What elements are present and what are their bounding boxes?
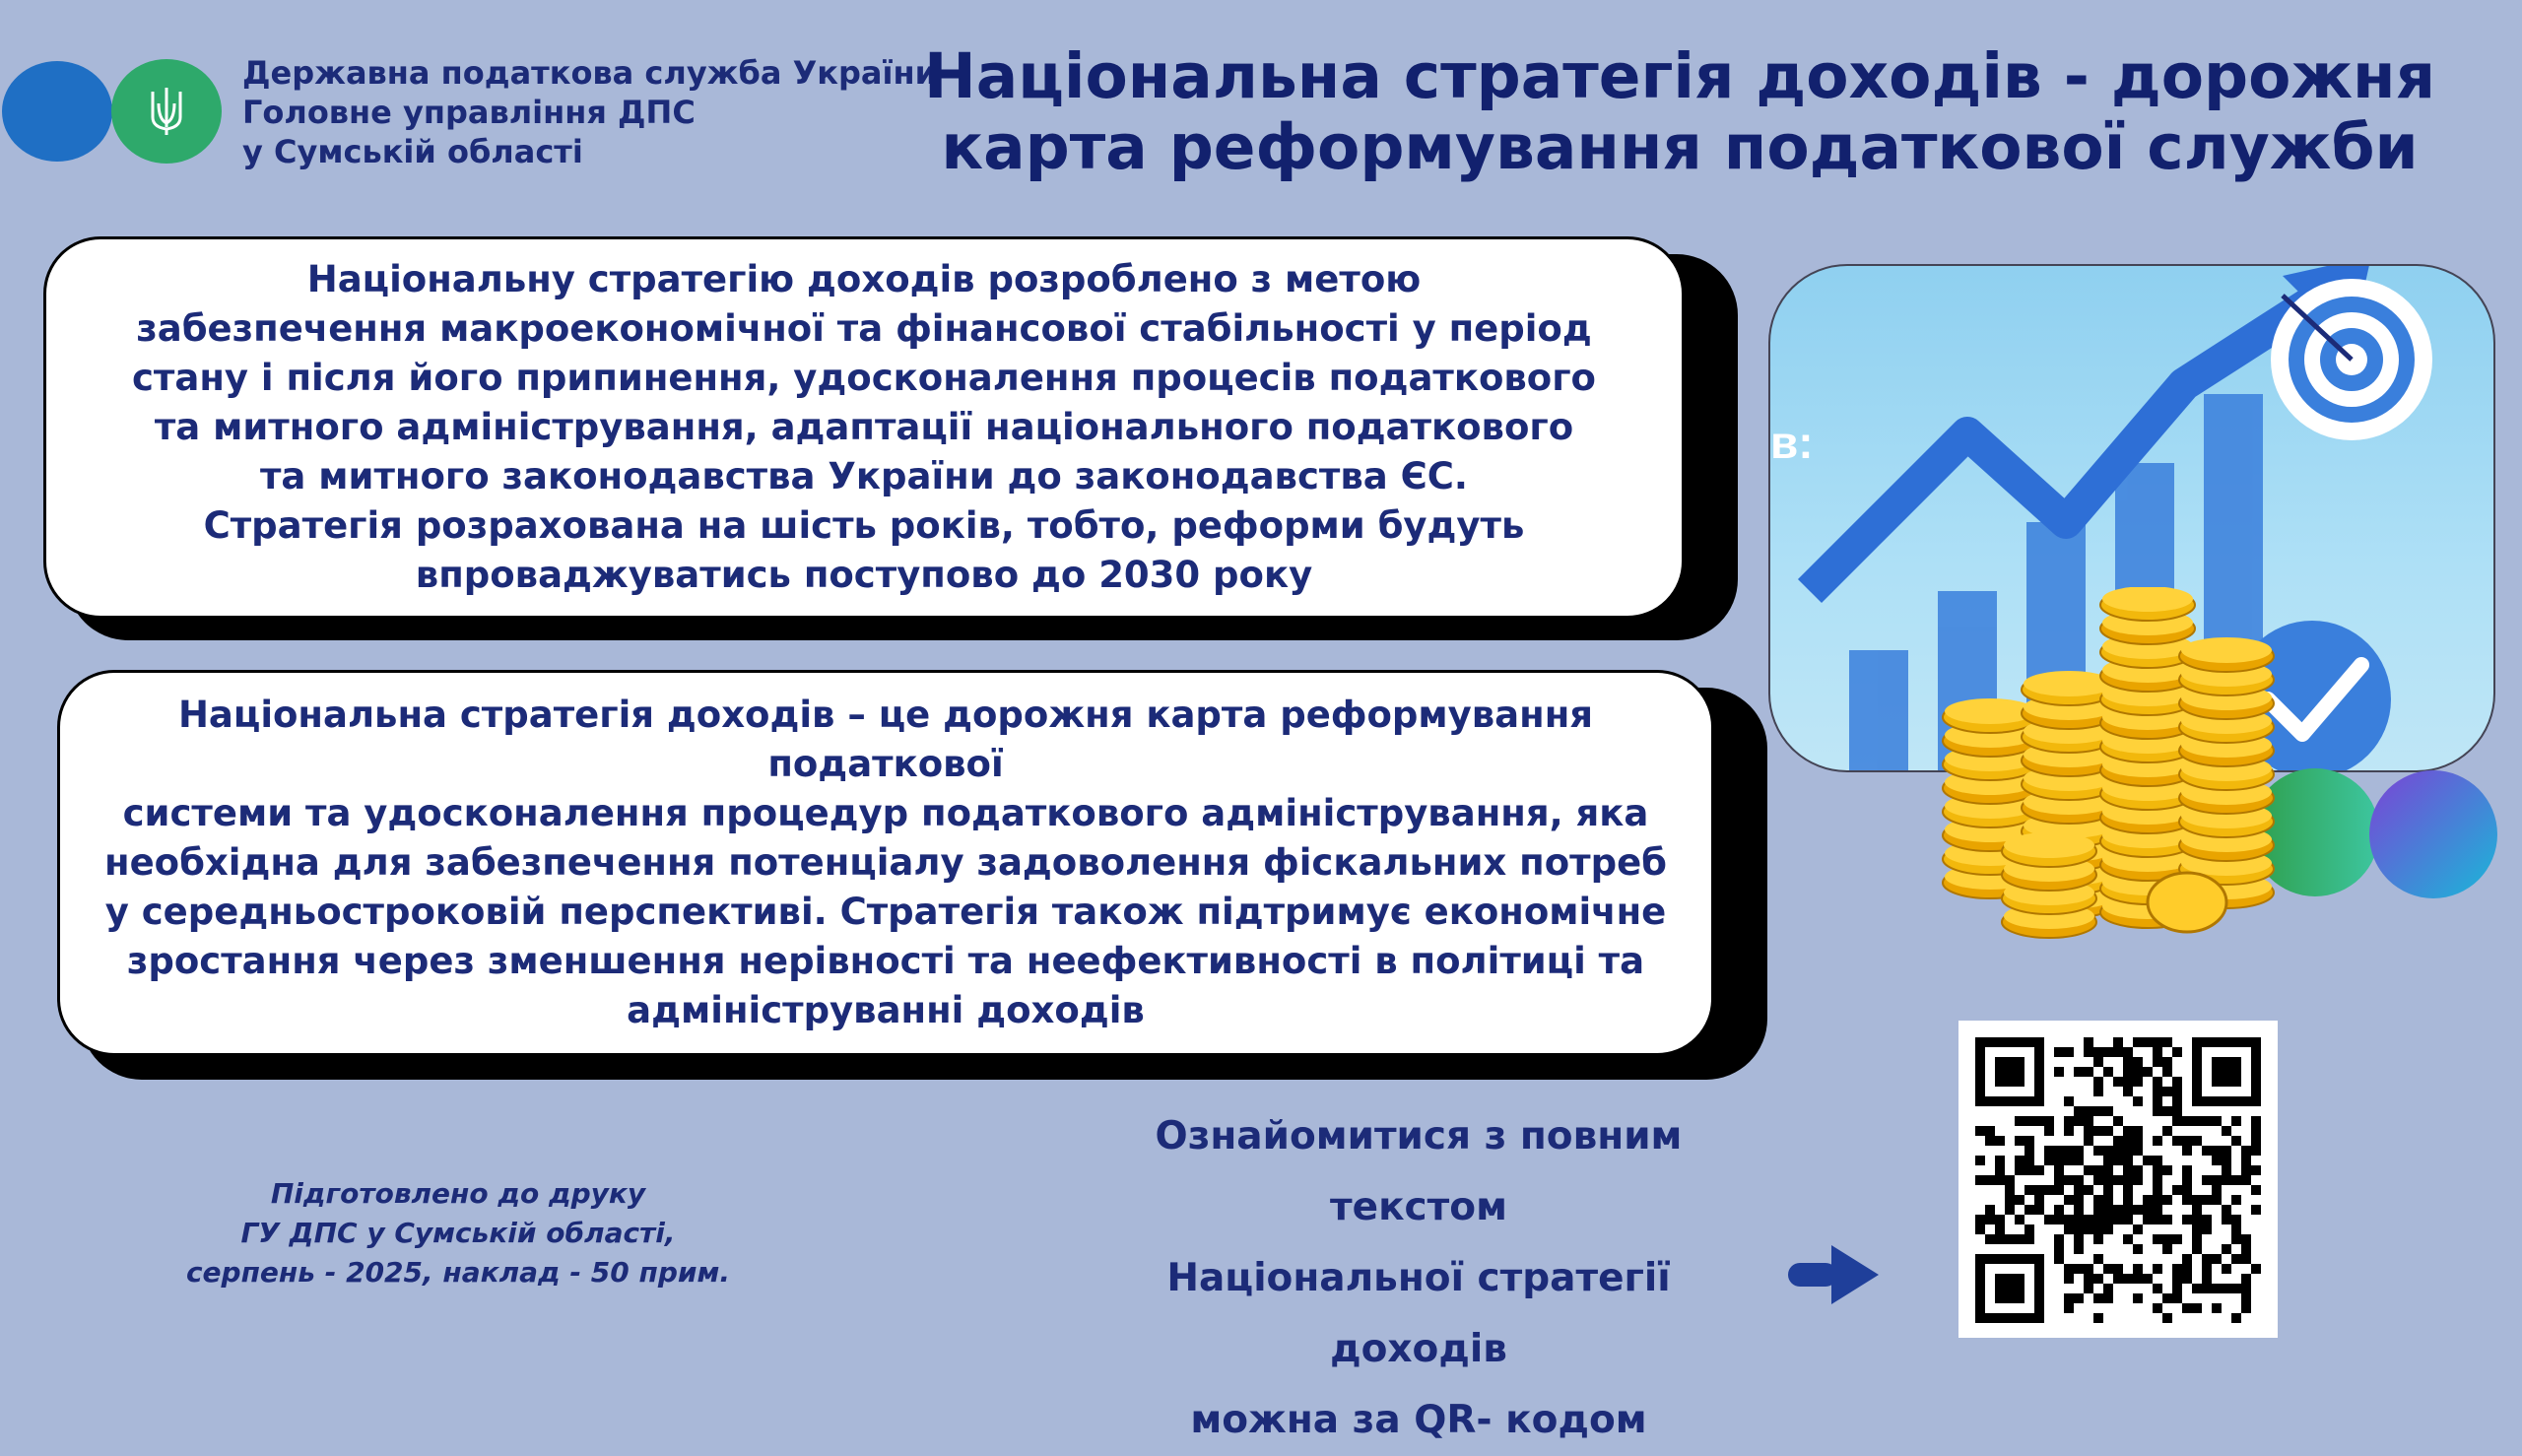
qr-line-2: Національної стратегії доходів: [1166, 1256, 1671, 1371]
title-line-2: карта реформування податкової служби: [941, 111, 2419, 183]
box2-line-2: системи та удосконалення процедур податкового адміністрування, яка: [122, 792, 1649, 834]
decorative-blue-circle: [2369, 770, 2497, 898]
box2-line-4: у середньостроковій перспективі. Стратегія також підтримує економічне: [104, 891, 1667, 933]
box1-line-1: Національну стратегію доходів розроблено з метою: [306, 258, 1422, 300]
box2-line-5: зростання через зменшення нерівності та неефективності в політиці та: [126, 940, 1645, 982]
org-line-2: Головне управління ДПС: [242, 94, 696, 131]
print-credit: [167, 1174, 749, 1292]
qr-code-icon[interactable]: [1958, 1021, 2278, 1338]
box2-line-3: необхідна для забезпечення потенціалу задоволення фіскальних потреб: [104, 841, 1667, 884]
page-title: [887, 41, 2473, 183]
box1-line-7: впроваджуватись поступово до 2030 року: [415, 554, 1313, 596]
arrow-right-icon: [1788, 1243, 1879, 1306]
coin-stacks-icon: [1941, 587, 2305, 942]
box1-line-6: Стратегія розрахована на шість років, тобто, реформи будуть: [203, 504, 1525, 547]
credit-line-2: ГУ ДПС у Сумській області,: [240, 1217, 676, 1249]
title-line-1: Національна стратегія доходів - дорожня: [923, 40, 2436, 112]
credit-line-1: Підготовлено до друку: [270, 1177, 646, 1210]
info-box-roadmap: [57, 670, 1714, 1056]
info-box-goals: [43, 236, 1685, 619]
picture-label-fragment: в:: [1770, 417, 1814, 468]
qr-line-3: можна за QR- кодом: [1190, 1398, 1647, 1442]
org-line-1: Державна податкова служба України: [242, 54, 937, 92]
box2-line-1: Національна стратегія доходів – це дорожня карта реформування податкової: [177, 694, 1594, 785]
qr-line-1: Ознайомитися з повним текстом: [1155, 1114, 1683, 1229]
org-line-3: у Сумській області: [242, 133, 583, 170]
org-name: [242, 53, 937, 171]
box1-line-2: забезпечення макроекономічної та фінансової стабільності у період: [136, 307, 1592, 350]
logo-blue-circle: [2, 61, 112, 162]
box1-line-4: та митного адміністрування, адаптації національного податкового: [154, 406, 1574, 448]
box1-line-5: та митного законодавства України до законодавства ЄС.: [259, 455, 1468, 497]
credit-line-3: серпень - 2025, наклад - 50 прим.: [185, 1256, 731, 1289]
trident-icon: [111, 59, 222, 164]
box2-line-6: адмініструванні доходів: [627, 989, 1145, 1031]
box1-line-3: стану і після його припинення, удосконалення процесів податкового: [132, 357, 1596, 399]
qr-instructions: [1113, 1101, 1724, 1456]
